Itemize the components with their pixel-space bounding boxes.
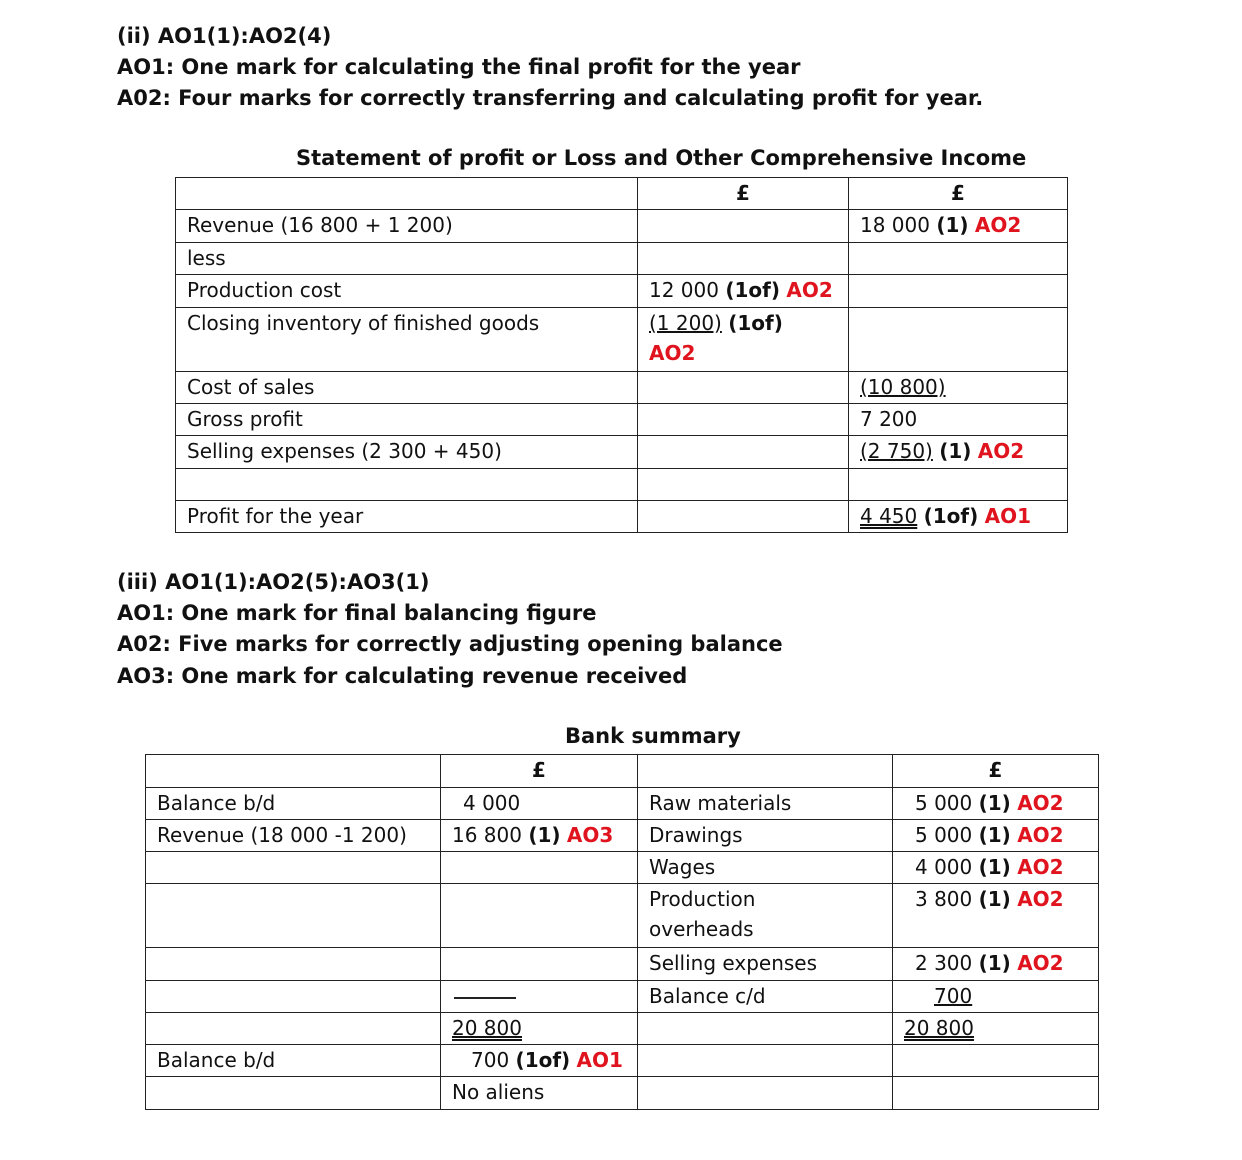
statement-title: Statement of profit or Loss and Other Comprehensive Income <box>296 146 1027 170</box>
cos-value-cell <box>849 372 1068 404</box>
profit-value: 4 450 <box>860 504 918 528</box>
bank-row-6 <box>146 981 1099 1013</box>
gross-label: Gross profit <box>176 404 638 436</box>
wages-ao: AO2 <box>1017 855 1064 879</box>
profit-value-cell <box>849 501 1068 533</box>
closing-value-cell <box>638 308 849 372</box>
statement-row-cos <box>176 372 1068 404</box>
statement-row-profit <box>176 501 1068 533</box>
production-mark: (1of) <box>725 278 780 302</box>
balance-bd2-label: Balance b/d <box>146 1045 441 1077</box>
bank-row-1 <box>146 788 1099 820</box>
section-iii-heading: (iii) AO1(1):AO2(5):AO3(1) <box>117 570 430 594</box>
subtotal-rule <box>454 997 516 999</box>
revenue-label: Revenue (16 800 + 1 200) <box>176 210 638 243</box>
bank-revenue-value-cell <box>441 820 638 852</box>
bank-title: Bank summary <box>565 724 741 748</box>
bank-selling-ao: AO2 <box>1017 951 1064 975</box>
bank-row-no-aliens <box>146 1077 1099 1110</box>
bank-col1-header: £ <box>441 755 638 788</box>
section-ii-line-1: AO1: One mark for calculating the final profit for the year <box>117 55 801 79</box>
balance-bd2-mark: (1of) <box>515 1048 571 1072</box>
statement-row-revenue <box>176 210 1068 243</box>
production-value-cell <box>638 275 849 308</box>
total-left: 20 800 <box>452 1016 522 1040</box>
bank-header-row <box>146 755 1099 788</box>
statement-header-row <box>176 178 1068 210</box>
bank-selling-value-cell <box>893 948 1099 981</box>
wages-mark: (1) <box>978 855 1011 879</box>
total-left-cell <box>441 1013 638 1045</box>
raw-value-cell <box>893 788 1099 820</box>
less-label: less <box>176 243 638 275</box>
balance-cd-value: 700 <box>934 984 973 1008</box>
closing-mark: (1of) <box>728 311 783 335</box>
revenue-value: 18 000 <box>860 213 930 237</box>
wages-label: Wages <box>638 852 893 884</box>
drawings-mark: (1) <box>978 823 1011 847</box>
bank-col2-header: £ <box>893 755 1099 788</box>
bank-revenue-value: 16 800 <box>452 823 522 847</box>
balance-bd2-ao: AO1 <box>576 1048 623 1072</box>
raw-mark: (1) <box>978 791 1011 815</box>
raw-label: Raw materials <box>638 788 893 820</box>
profit-ao: AO1 <box>984 504 1032 528</box>
statement-row-gross <box>176 404 1068 436</box>
bank-selling-mark: (1) <box>978 951 1011 975</box>
balance-bd-value: 4 000 <box>441 788 638 820</box>
closing-ao: AO2 <box>649 341 696 365</box>
bank-row-2 <box>146 820 1099 852</box>
section-iii-line-3: AO3: One mark for calculating revenue received <box>117 664 688 688</box>
no-aliens: No aliens <box>441 1077 638 1110</box>
profit-mark: (1of) <box>923 504 979 528</box>
balance-cd-value-cell <box>893 981 1099 1013</box>
statement-row-closing <box>176 308 1068 372</box>
prod-ao: AO2 <box>1017 887 1064 911</box>
gross-value: 7 200 <box>849 404 1068 436</box>
revenue-ao: AO2 <box>974 213 1022 237</box>
bank-row-totals <box>146 1013 1099 1045</box>
closing-value: (1 200) <box>649 311 722 335</box>
prod-label-2: overheads <box>649 917 754 941</box>
balance-bd2-value-cell <box>441 1045 638 1077</box>
raw-value: 5 000 <box>915 791 973 815</box>
selling-value-cell <box>849 436 1068 469</box>
drawings-ao: AO2 <box>1017 823 1064 847</box>
statement-row-selling <box>176 436 1068 469</box>
selling-value: (2 750) <box>860 439 933 463</box>
drawings-value: 5 000 <box>915 823 973 847</box>
raw-ao: AO2 <box>1017 791 1064 815</box>
wages-value: 4 000 <box>915 855 973 879</box>
statement-row-less <box>176 243 1068 275</box>
bank-revenue-mark: (1) <box>528 823 561 847</box>
wages-value-cell <box>893 852 1099 884</box>
section-ii-heading: (ii) AO1(1):AO2(4) <box>117 24 332 48</box>
statement-col1-header: £ <box>638 178 849 210</box>
revenue-value-cell <box>849 210 1068 243</box>
bank-row-balance-bd <box>146 1045 1099 1077</box>
section-ii-line-2: A02: Four marks for correctly transferring and calculating profit for year. <box>117 86 984 110</box>
production-label: Production cost <box>176 275 638 308</box>
total-right: 20 800 <box>904 1016 974 1040</box>
bank-table <box>145 754 1099 1110</box>
cos-value: (10 800) <box>860 375 946 399</box>
cos-label: Cost of sales <box>176 372 638 404</box>
statement-col2-header: £ <box>849 178 1068 210</box>
balance-cd-label: Balance c/d <box>638 981 893 1013</box>
section-iii-line-1: AO1: One mark for final balancing figure <box>117 601 597 625</box>
balance-bd-label: Balance b/d <box>146 788 441 820</box>
balance-bd2-value: 700 <box>471 1048 510 1072</box>
revenue-mark: (1) <box>936 213 969 237</box>
subtotal-line-cell <box>441 981 638 1013</box>
selling-label: Selling expenses (2 300 + 450) <box>176 436 638 469</box>
prod-label-1: Production <box>649 887 756 911</box>
bank-row-4 <box>146 884 1099 948</box>
prod-mark: (1) <box>978 887 1011 911</box>
selling-mark: (1) <box>939 439 972 463</box>
bank-selling-value: 2 300 <box>915 951 973 975</box>
production-ao: AO2 <box>786 278 833 302</box>
profit-label: Profit for the year <box>176 501 638 533</box>
closing-label: Closing inventory of finished goods <box>176 308 638 372</box>
section-iii-line-2: A02: Five marks for correctly adjusting opening balance <box>117 632 783 656</box>
prod-value: 3 800 <box>915 887 973 911</box>
statement-row-production <box>176 275 1068 308</box>
prod-label-cell <box>638 884 893 948</box>
bank-row-5 <box>146 948 1099 981</box>
drawings-value-cell <box>893 820 1099 852</box>
bank-revenue-ao: AO3 <box>566 823 614 847</box>
statement-row-blank <box>176 469 1068 501</box>
bank-selling-label: Selling expenses <box>638 948 893 981</box>
bank-row-3 <box>146 852 1099 884</box>
statement-table <box>175 177 1068 533</box>
bank-revenue-label: Revenue (18 000 -1 200) <box>146 820 441 852</box>
drawings-label: Drawings <box>638 820 893 852</box>
total-right-cell <box>893 1013 1099 1045</box>
selling-ao: AO2 <box>977 439 1025 463</box>
prod-value-cell <box>893 884 1099 948</box>
production-value: 12 000 <box>649 278 719 302</box>
